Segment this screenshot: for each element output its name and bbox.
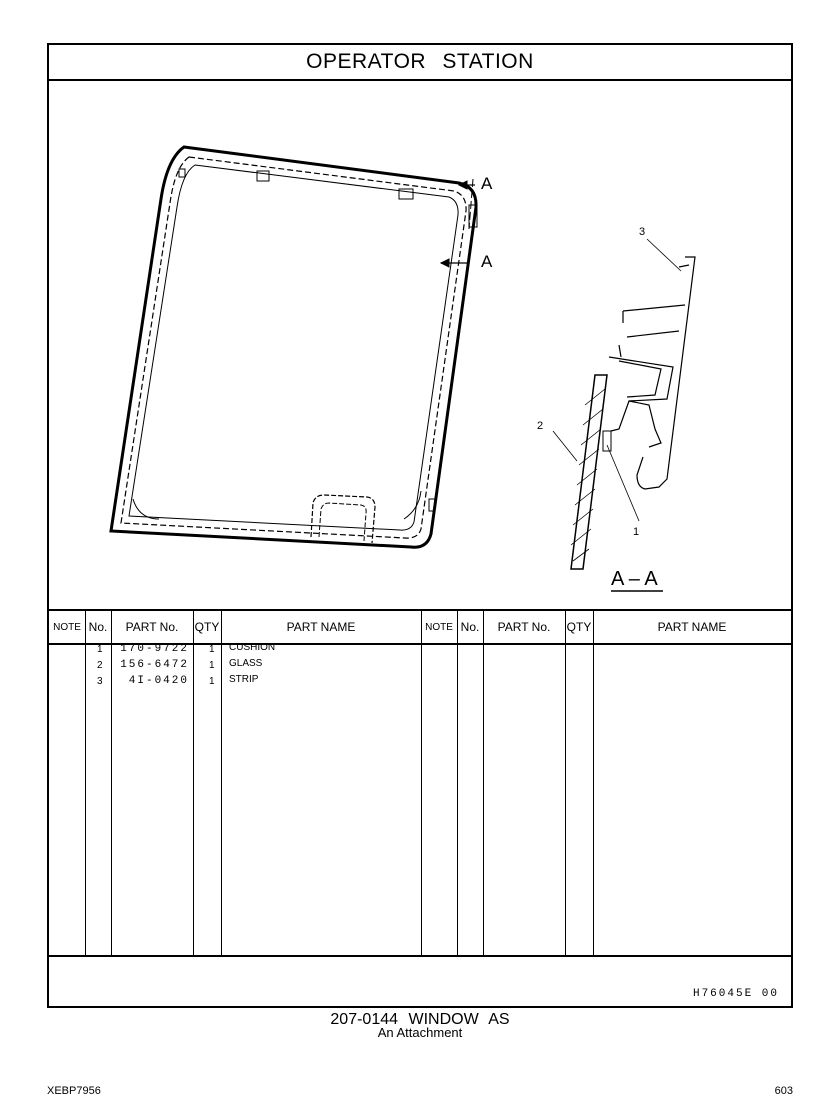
assembly-subtitle: An Attachment (377, 1025, 463, 1040)
column-divider (221, 609, 222, 955)
row-no: 1 (97, 644, 103, 655)
section-cut-letter-upper: A (481, 174, 493, 193)
section-cut-markers (441, 174, 493, 271)
column-divider (483, 609, 484, 955)
row-qty: 1 (209, 644, 215, 655)
page-title: OPERATOR STATION (306, 50, 534, 73)
column-divider (593, 609, 594, 955)
header-qty-2: QTY (566, 620, 592, 634)
header-part-no-2: PART No. (497, 620, 551, 634)
header-no: No. (88, 620, 108, 634)
page-title-bar (49, 45, 791, 81)
row-qty: 1 (209, 660, 215, 671)
header-part-name-2: PART NAME (657, 620, 727, 634)
page-number: 603 (774, 1085, 793, 1097)
window-assembly-drawing (49, 79, 791, 609)
assembly-title: 207-0144 WINDOW AS (330, 1011, 510, 1028)
header-note-2: NOTE (425, 621, 453, 633)
table-bottom-rule (49, 955, 791, 957)
callout-1: 1 (633, 526, 640, 538)
document-id: XEBP7956 (47, 1085, 101, 1097)
section-label: A – A (611, 568, 658, 590)
illustration-number: H76045E 00 (692, 988, 779, 1000)
window-frame (111, 147, 477, 547)
header-part-no: PART No. (125, 620, 179, 634)
column-divider (193, 609, 194, 955)
row-part-no: 156-6472 (120, 659, 189, 671)
parts-page-frame (47, 43, 793, 1008)
header-qty: QTY (194, 620, 220, 634)
row-no: 2 (97, 660, 103, 671)
parts-table-header (49, 609, 791, 645)
section-cut-letter-lower: A (481, 252, 493, 271)
row-no: 3 (97, 676, 103, 687)
column-divider (421, 609, 422, 955)
section-detail (537, 226, 695, 591)
header-note: NOTE (53, 621, 81, 633)
column-divider (111, 609, 112, 955)
callout-3: 3 (639, 226, 646, 238)
column-divider (457, 609, 458, 955)
row-part-no: 4I-0420 (128, 675, 189, 687)
callout-2: 2 (537, 420, 544, 432)
row-part-no: 170-9722 (120, 643, 189, 655)
row-part-name: STRIP (229, 674, 259, 685)
row-qty: 1 (209, 676, 215, 687)
row-part-name: GLASS (229, 658, 263, 669)
column-divider (85, 609, 86, 955)
column-divider (565, 609, 566, 955)
row-part-name: CUSHION (229, 642, 276, 653)
header-no-2: No. (460, 620, 480, 634)
header-part-name: PART NAME (286, 620, 356, 634)
